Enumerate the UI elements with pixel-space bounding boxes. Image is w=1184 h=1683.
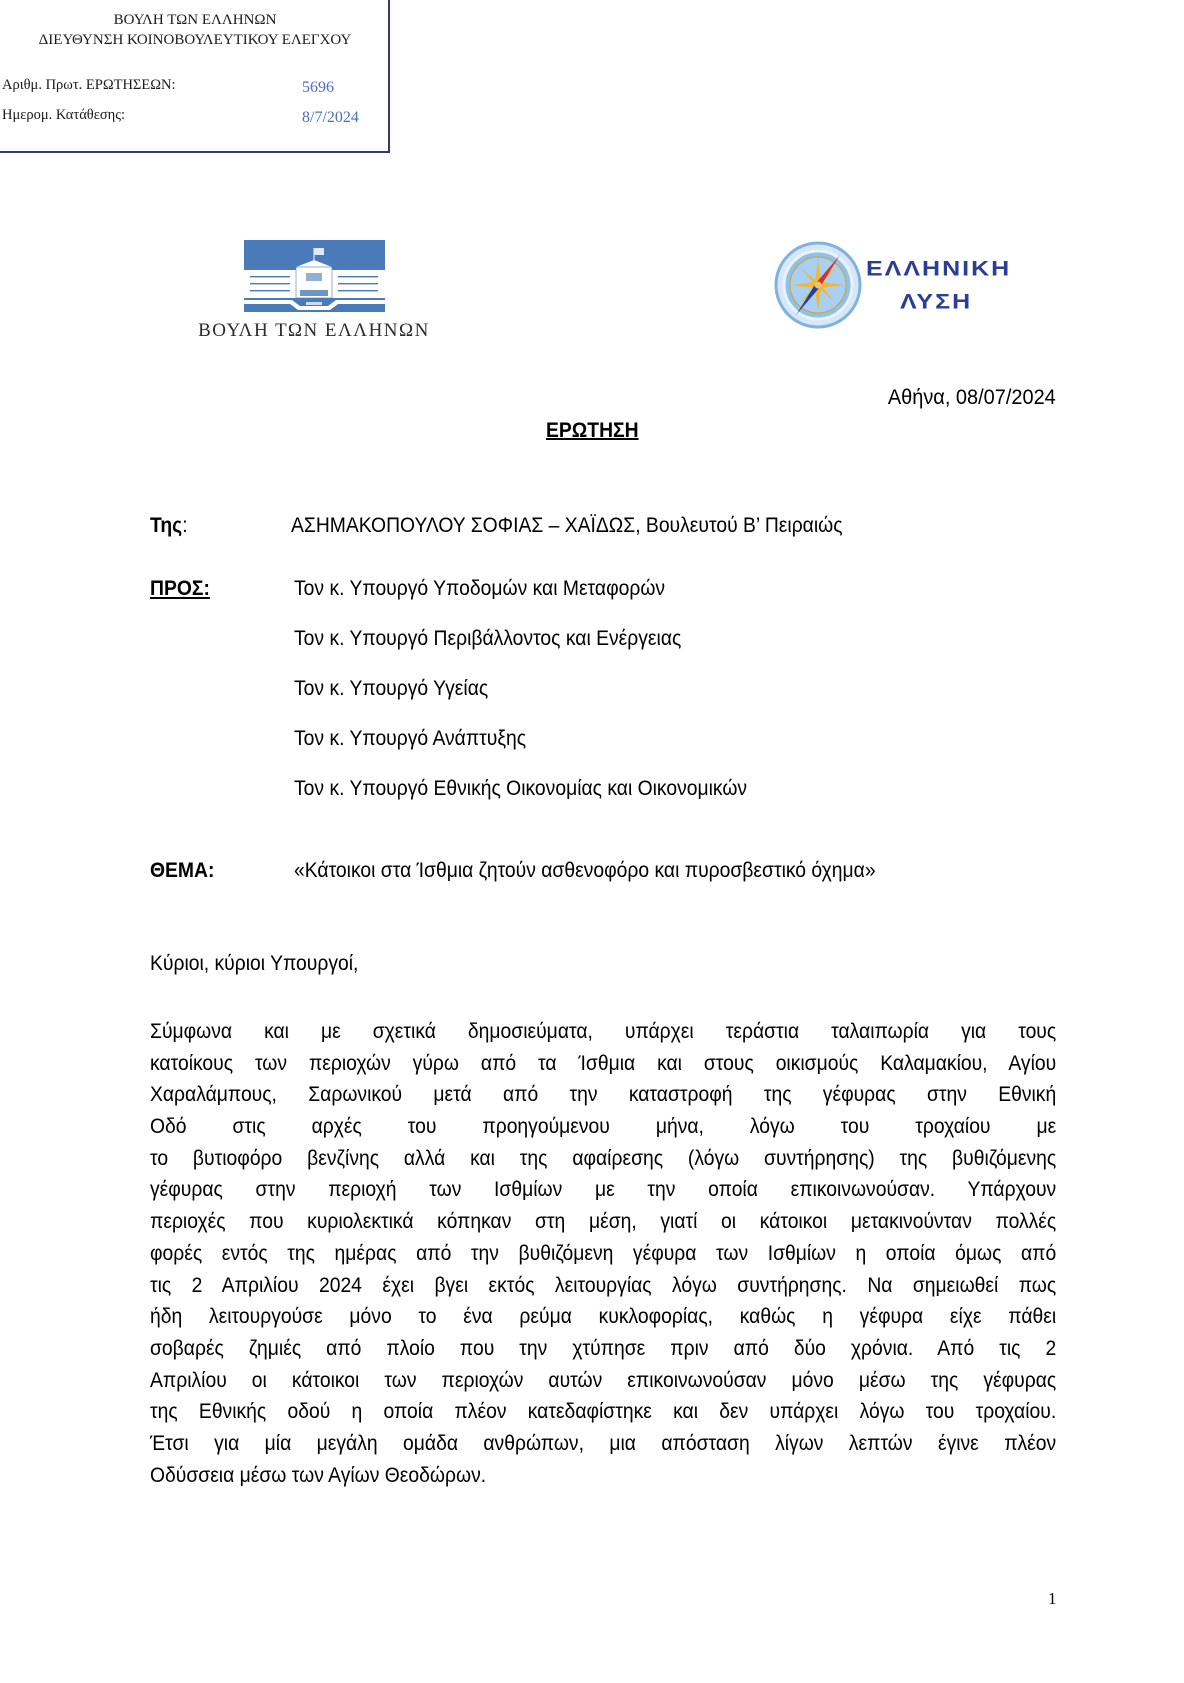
recipient-item: Τον κ. Υπουργό Υγείας — [294, 677, 489, 700]
salutation: Κύριοι, κύριοι Υπουργοί, — [150, 952, 359, 975]
protocol-date-value: 8/7/2024 — [302, 109, 359, 126]
party-logo-line2: ΛΥΣΗ — [900, 290, 973, 314]
body-paragraph — [150, 1016, 1056, 1491]
paragraph-line: σοβαρές ζημιές από πλοίο που την χτύπησε πριν από δύο χρόνια. Από τις 2 — [150, 1336, 1057, 1360]
place-date: Αθήνα, 08/07/2024 — [888, 386, 1056, 409]
paragraph-line: το βυτιοφόρο βενζίνης αλλά και της αφαίρεσης (λόγω συντήρησης) της βυθιζόμενης — [150, 1146, 1057, 1170]
paragraph-line: Απριλίου οι κάτοικοι των περιοχών αυτών επικοινωνούσαν μόνο μέσω της γέφυρας — [150, 1368, 1057, 1392]
paragraph-line: Έτσι για μία μεγάλη ομάδα ανθρώπων, μια απόσταση λίγων λεπτών έγινε πλέον — [150, 1431, 1057, 1455]
paragraph-line: της Εθνικής οδού η οποία πλέον κατεδαφίστηκε και δεν υπάρχει λόγω του τροχαίου. — [150, 1400, 1057, 1424]
paragraph-line: Χαραλάμπους, Σαρωνικού μετά από την καταστροφή της γέφυρας στην Εθνική — [150, 1083, 1057, 1107]
paragraph-line: περιοχές που κυριολεκτικά κόπηκαν στη μέση, γιατί οι κάτοικοι μετακινούνταν πολλές — [150, 1210, 1057, 1234]
paragraph-line: Σύμφωνα και με σχετικά δημοσιεύματα, υπάρχει τεράστια ταλαιπωρία για τους — [150, 1020, 1057, 1043]
parliament-logo-caption: ΒΟΥΛΗ ΤΩΝ ΕΛΛΗΝΩΝ — [198, 320, 430, 341]
recipient-item: Τον κ. Υπουργό Υποδομών και Μεταφορών — [294, 577, 666, 600]
recipient-item: Τον κ. Υπουργό Ανάπτυξης — [294, 727, 527, 750]
from-value: ΑΣΗΜΑΚΟΠΟΥΛΟΥ ΣΟΦΙΑΣ – ΧΑΪΔΩΣ, Βουλευτού Β’ Πειραιώς — [291, 514, 843, 537]
from-label: Της — [150, 514, 183, 537]
page-number: 1 — [1048, 1589, 1057, 1608]
paragraph-line: τις 2 Απριλίου 2024 έχει βγει εκτός λειτουργίας λόγω συντήρησης. Να σημειωθεί πως — [150, 1273, 1057, 1297]
protocol-parliament-name: ΒΟΥΛΗ ΤΩΝ ΕΛΛΗΝΩΝ — [113, 12, 277, 28]
document-title: ΕΡΩΤΗΣΗ — [546, 419, 639, 442]
party-logo-line1: ΕΛΛΗΝΙΚΗ — [866, 257, 1012, 281]
from-colon: : — [182, 514, 188, 537]
paragraph-line: κατοίκους των περιοχών γύρω από τα Ίσθμια και στους οικισμούς Καλαμακίου, Αγίου — [150, 1051, 1057, 1075]
to-label: ΠΡΟΣ: — [150, 577, 210, 600]
paragraph-line: γέφυρας στην περιοχή των Ισθμίων με την οποία επικοινωνούσαν. Υπάρχουν — [150, 1178, 1057, 1202]
subject-value: «Κάτοικοι στα Ίσθμια ζητούν ασθενοφόρο και πυροσβεστικό όχημα» — [294, 859, 876, 882]
compass-icon — [774, 241, 862, 329]
protocol-directorate-name: ΔΙΕΥΘΥΝΣΗ ΚΟΙΝΟΒΟΥΛΕΥΤΙΚΟΥ ΕΛΕΓΧΟΥ — [38, 32, 352, 48]
recipient-item: Τον κ. Υπουργό Περιβάλλοντος και Ενέργειας — [294, 627, 682, 650]
protocol-date-label: Ημερομ. Κατάθεσης: — [2, 107, 126, 123]
subject-label: ΘΕΜΑ: — [150, 859, 215, 882]
protocol-box — [0, 0, 390, 153]
paragraph-line: Οδό στις αρχές του προηγούμενου μήνα, λόγω του τροχαίου με — [150, 1115, 1057, 1139]
paragraph-line: ήδη λειτουργούσε μόνο το ένα ρεύμα κυκλοφορίας, καθώς η γέφυρα είχε πάθει — [150, 1305, 1057, 1329]
paragraph-line: Οδύσσεια μέσω των Αγίων Θεοδώρων. — [150, 1463, 487, 1487]
parliament-building-icon — [244, 240, 385, 312]
from-label-group — [150, 514, 188, 538]
protocol-number-value: 5696 — [302, 79, 334, 96]
paragraph-line: φορές εντός της ημέρας από την βυθιζόμενη γέφυρα των Ισθμίων η οποία όμως από — [150, 1241, 1057, 1265]
protocol-number-label: Αριθμ. Πρωτ. ΕΡΩΤΗΣΕΩΝ: — [2, 77, 176, 93]
recipient-item: Τον κ. Υπουργό Εθνικής Οικονομίας και Οικονομικών — [294, 777, 748, 800]
